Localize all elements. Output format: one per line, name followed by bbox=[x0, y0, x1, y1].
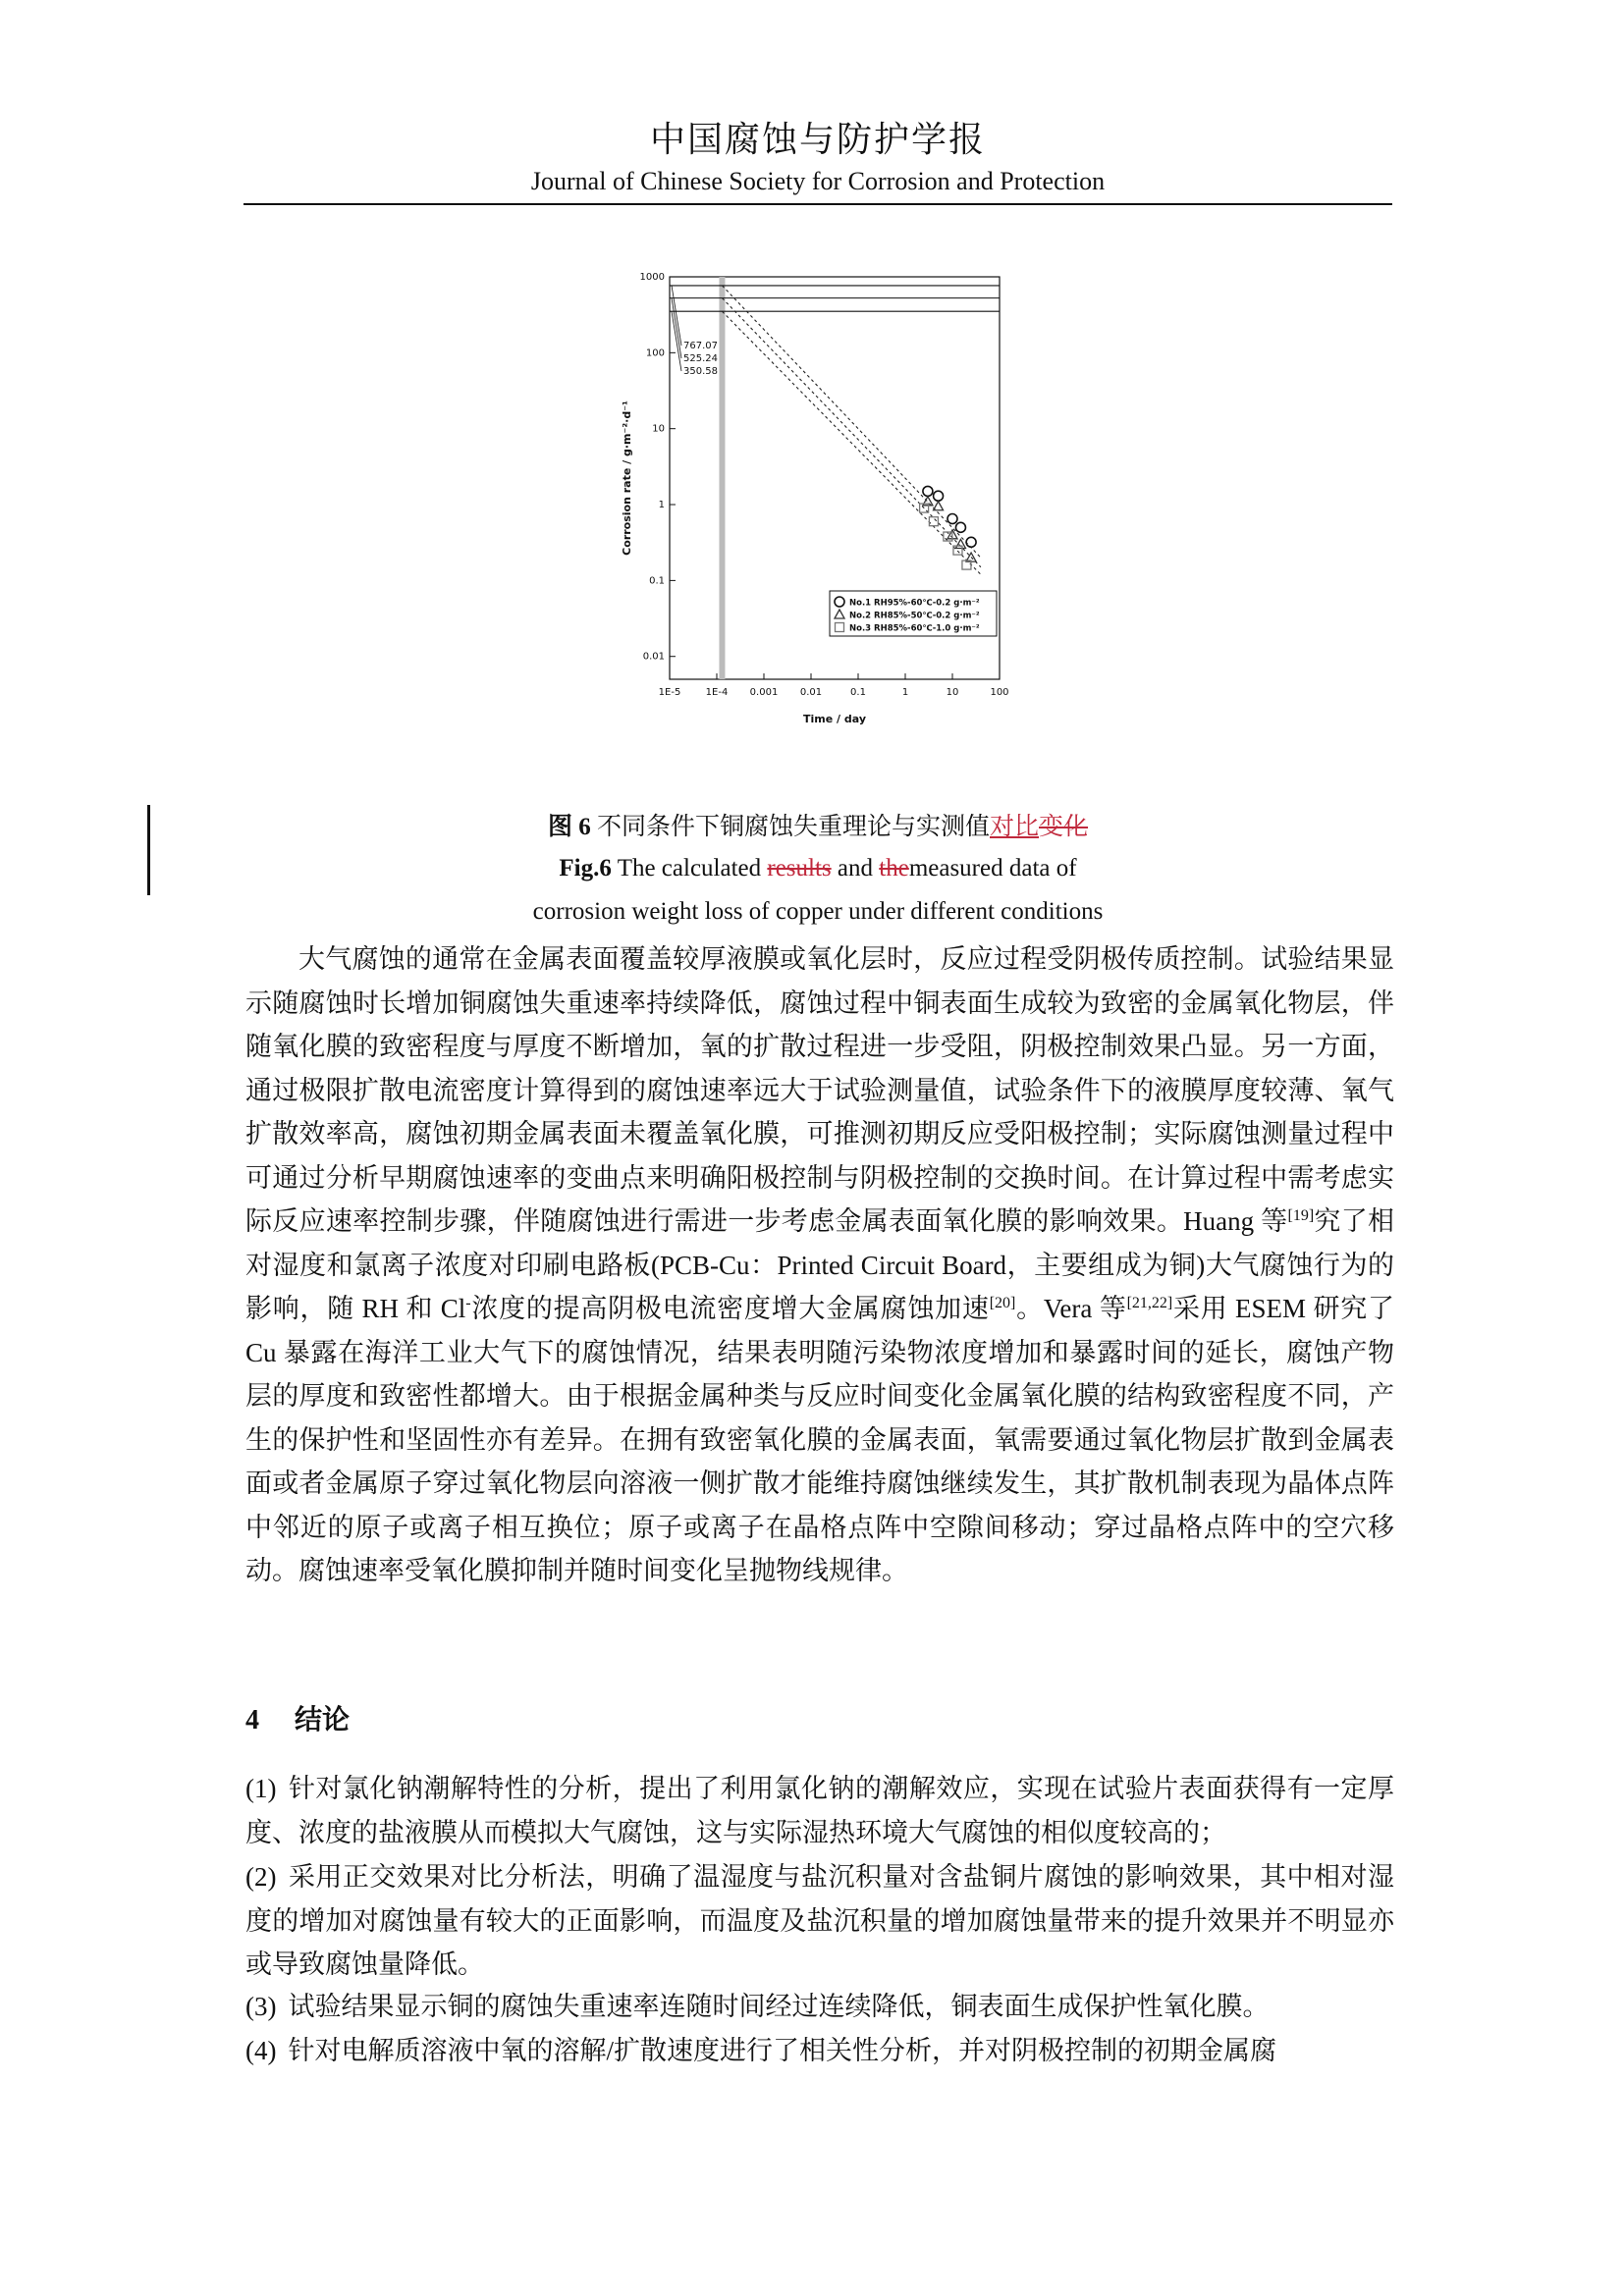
data-point bbox=[955, 522, 965, 532]
data-point bbox=[955, 539, 965, 548]
figure-caption-en bbox=[244, 848, 1392, 889]
x-tick-label: 100 bbox=[990, 687, 1009, 698]
figure-caption-cn bbox=[244, 807, 1392, 848]
legend-entry: No.1 RH95%-60℃-0.2 g·m⁻² bbox=[849, 598, 980, 609]
conclusion-text: 采用正交效果对比分析法，明确了温湿度与盐沉积量对含盐铜片腐蚀的影响效果，其中相对湿度的增加对腐蚀量有较大的正面影响，而温度及盐沉积量的增加腐蚀量带来的提升效果并不明显亦或导致腐蚀量降低。 bbox=[245, 1862, 1394, 1979]
journal-title-cn: 中国腐蚀与防护学报 bbox=[649, 120, 986, 160]
conclusion-text: 针对氯化钠潮解特性的分析，提出了利用氯化钠的潮解效应，实现在试验片表面获得有一定厚度、浓度的盐液膜从而模拟大气腐蚀，这与实际湿热环境大气腐蚀的相似度较高的； bbox=[245, 1774, 1394, 1847]
data-point bbox=[966, 537, 976, 547]
conclusion-text: 试验结果显示铜的腐蚀失重速率连随时间经过连续降低，铜表面生成保护性氧化膜。 bbox=[288, 1992, 1270, 2021]
revision-change-bar bbox=[147, 805, 150, 895]
legend-entry: No.3 RH85%-60℃-1.0 g·m⁻² bbox=[849, 623, 980, 634]
conclusion-item bbox=[245, 1855, 1394, 1987]
citation-19: [19] bbox=[1287, 1207, 1315, 1224]
fit-line bbox=[722, 298, 980, 567]
body-text-c: 浓度的提高阴极电流密度增大金属腐蚀加速 bbox=[470, 1294, 990, 1323]
x-tick-label: 0.01 bbox=[799, 687, 823, 698]
data-point bbox=[923, 486, 933, 496]
x-tick-label: 0.001 bbox=[749, 687, 779, 698]
y-tick-label: 0.01 bbox=[642, 651, 665, 663]
limit-leader bbox=[672, 311, 681, 371]
caption-en-part2: and bbox=[837, 855, 874, 881]
section-number: 4 bbox=[245, 1705, 259, 1735]
legend-entry: No.2 RH85%-50℃-0.2 g·m⁻² bbox=[849, 611, 980, 621]
conclusion-number: (1) bbox=[245, 1774, 277, 1803]
caption-en-part1: The calculated bbox=[617, 855, 762, 881]
y-tick-label: 1 bbox=[658, 500, 665, 511]
conclusion-item bbox=[245, 1985, 1394, 2029]
body-text-d: 。Vera 等 bbox=[1015, 1294, 1127, 1323]
limit-leader bbox=[672, 286, 681, 346]
section-title: 结论 bbox=[295, 1705, 351, 1735]
citation-20: [20] bbox=[989, 1295, 1016, 1311]
limit-value-label: 350.58 bbox=[683, 366, 718, 377]
caption-cn-inserted: 对比 bbox=[990, 814, 1040, 840]
journal-title-en: Journal of Chinese Society for Corrosion and Protection bbox=[530, 167, 1106, 195]
conclusion-item bbox=[245, 1767, 1394, 1854]
x-tick-label: 1E-5 bbox=[658, 687, 681, 698]
y-tick-label: 100 bbox=[645, 347, 665, 359]
data-point bbox=[929, 517, 938, 526]
caption-cn-label: 图 6 bbox=[547, 814, 591, 840]
start-time-marker bbox=[719, 277, 725, 679]
caption-en-label: Fig.6 bbox=[559, 855, 612, 881]
data-point bbox=[947, 514, 957, 524]
conclusion-item bbox=[245, 2029, 1394, 2073]
conclusion-number: (4) bbox=[245, 2036, 277, 2065]
section-heading bbox=[245, 1698, 350, 1737]
x-tick-label: 10 bbox=[946, 687, 959, 698]
y-tick-label: 1000 bbox=[639, 272, 665, 283]
x-tick-label: 0.1 bbox=[850, 687, 866, 698]
caption-en-deleted-2: the bbox=[879, 855, 909, 881]
fit-line bbox=[722, 311, 980, 574]
conclusion-number: (2) bbox=[245, 1862, 277, 1892]
x-axis-label: Time / day bbox=[802, 713, 867, 725]
header-rule bbox=[244, 203, 1392, 205]
body-text-a: 大气腐蚀的通常在金属表面覆盖较厚液膜或氧化层时，反应过程受阴极传质控制。试验结果显示随腐蚀时长增加铜腐蚀失重速率持续降低，腐蚀过程中铜表面生成较为致密的金属氧化物层，伴随氧化膜的致密程度与厚度不断增加，氧的扩散过程进一步受阻，阴极控制效果凸显。另一方面，通过极限扩散电流密度计算得到的腐蚀速率远大于试验测量值，试验条件下的液膜厚度较薄、氧气扩散效率高，腐蚀初期金属表面未覆盖氧化膜，可推测初期反应受阳极控制；实际腐蚀测量过程中可通过分析早期腐蚀速率的变曲点来明确阳极控制与阴极控制的交换时间。在计算过程中需考虑实际反应速率控制步骤，伴随腐蚀进行需进一步考虑金属表面氧化膜的影响效果。Huang 等 bbox=[245, 944, 1394, 1236]
y-tick-label: 10 bbox=[652, 423, 665, 435]
conclusion-text: 针对电解质溶液中氧的溶解/扩散速度进行了相关性分析，并对阴极控制的初期金属腐 bbox=[288, 2036, 1276, 2065]
caption-cn-deleted: 变化 bbox=[1039, 814, 1089, 840]
data-points bbox=[920, 486, 977, 569]
fit-line bbox=[722, 286, 980, 558]
figure-caption-en-line2: corrosion weight loss of copper under different conditions bbox=[532, 898, 1104, 925]
x-tick-label: 1 bbox=[901, 687, 909, 698]
corrosion-rate-chart bbox=[609, 267, 1021, 728]
limit-value-label: 525.24 bbox=[683, 353, 718, 364]
caption-en-part3: measured data of bbox=[908, 855, 1077, 881]
conclusion-number: (3) bbox=[245, 1992, 277, 2021]
body-paragraph bbox=[245, 937, 1394, 1593]
fit-lines bbox=[722, 286, 980, 574]
limit-leader bbox=[672, 298, 681, 358]
citation-21-22: [21,22] bbox=[1126, 1295, 1173, 1311]
journal-header bbox=[244, 116, 1392, 198]
data-point bbox=[934, 491, 944, 501]
limit-value-label: 767.07 bbox=[683, 341, 718, 351]
y-tick-label: 0.1 bbox=[649, 575, 665, 587]
caption-cn-text: 不同条件下铜腐蚀失重理论与实测值 bbox=[596, 814, 990, 840]
y-axis-label: Corrosion rate / g·m⁻²·d⁻¹ bbox=[621, 400, 633, 556]
caption-en-deleted-1: results bbox=[767, 855, 832, 881]
chloride-superscript: - bbox=[465, 1295, 471, 1311]
body-text-e: 采用 ESEM 研究了 Cu 暴露在海洋工业大气下的腐蚀情况，结果表明随污染物浓度增加和暴露时间的延长，腐蚀产物层的厚度和致密性都增大。由于根据金属种类与反应时间变化金属氧化膜的结构致密程度不同，产生的保护性和坚固性亦有差异。在拥有致密氧化膜的金属表面，氧需要通过氧化物层扩散到金属表面或者金属原子穿过氧化物层向溶液一侧扩散才能维持腐蚀继续发生，其扩散机制表现为晶体点阵中邻近的原子或离子相互换位；原子或离子在晶格点阵中空隙间移动；穿过晶格点阵中的空穴移动。腐蚀速率受氧化膜抑制并随时间变化呈抛物线规律。 bbox=[245, 1294, 1395, 1585]
x-tick-label: 1E-4 bbox=[705, 687, 729, 698]
body-text-b: 究了相对湿度和氯离子浓度对印刷电路板(PCB-Cu：Printed Circuit Board，主要组成为铜)大气腐蚀行为的影响，随 RH 和 Cl bbox=[245, 1206, 1395, 1323]
